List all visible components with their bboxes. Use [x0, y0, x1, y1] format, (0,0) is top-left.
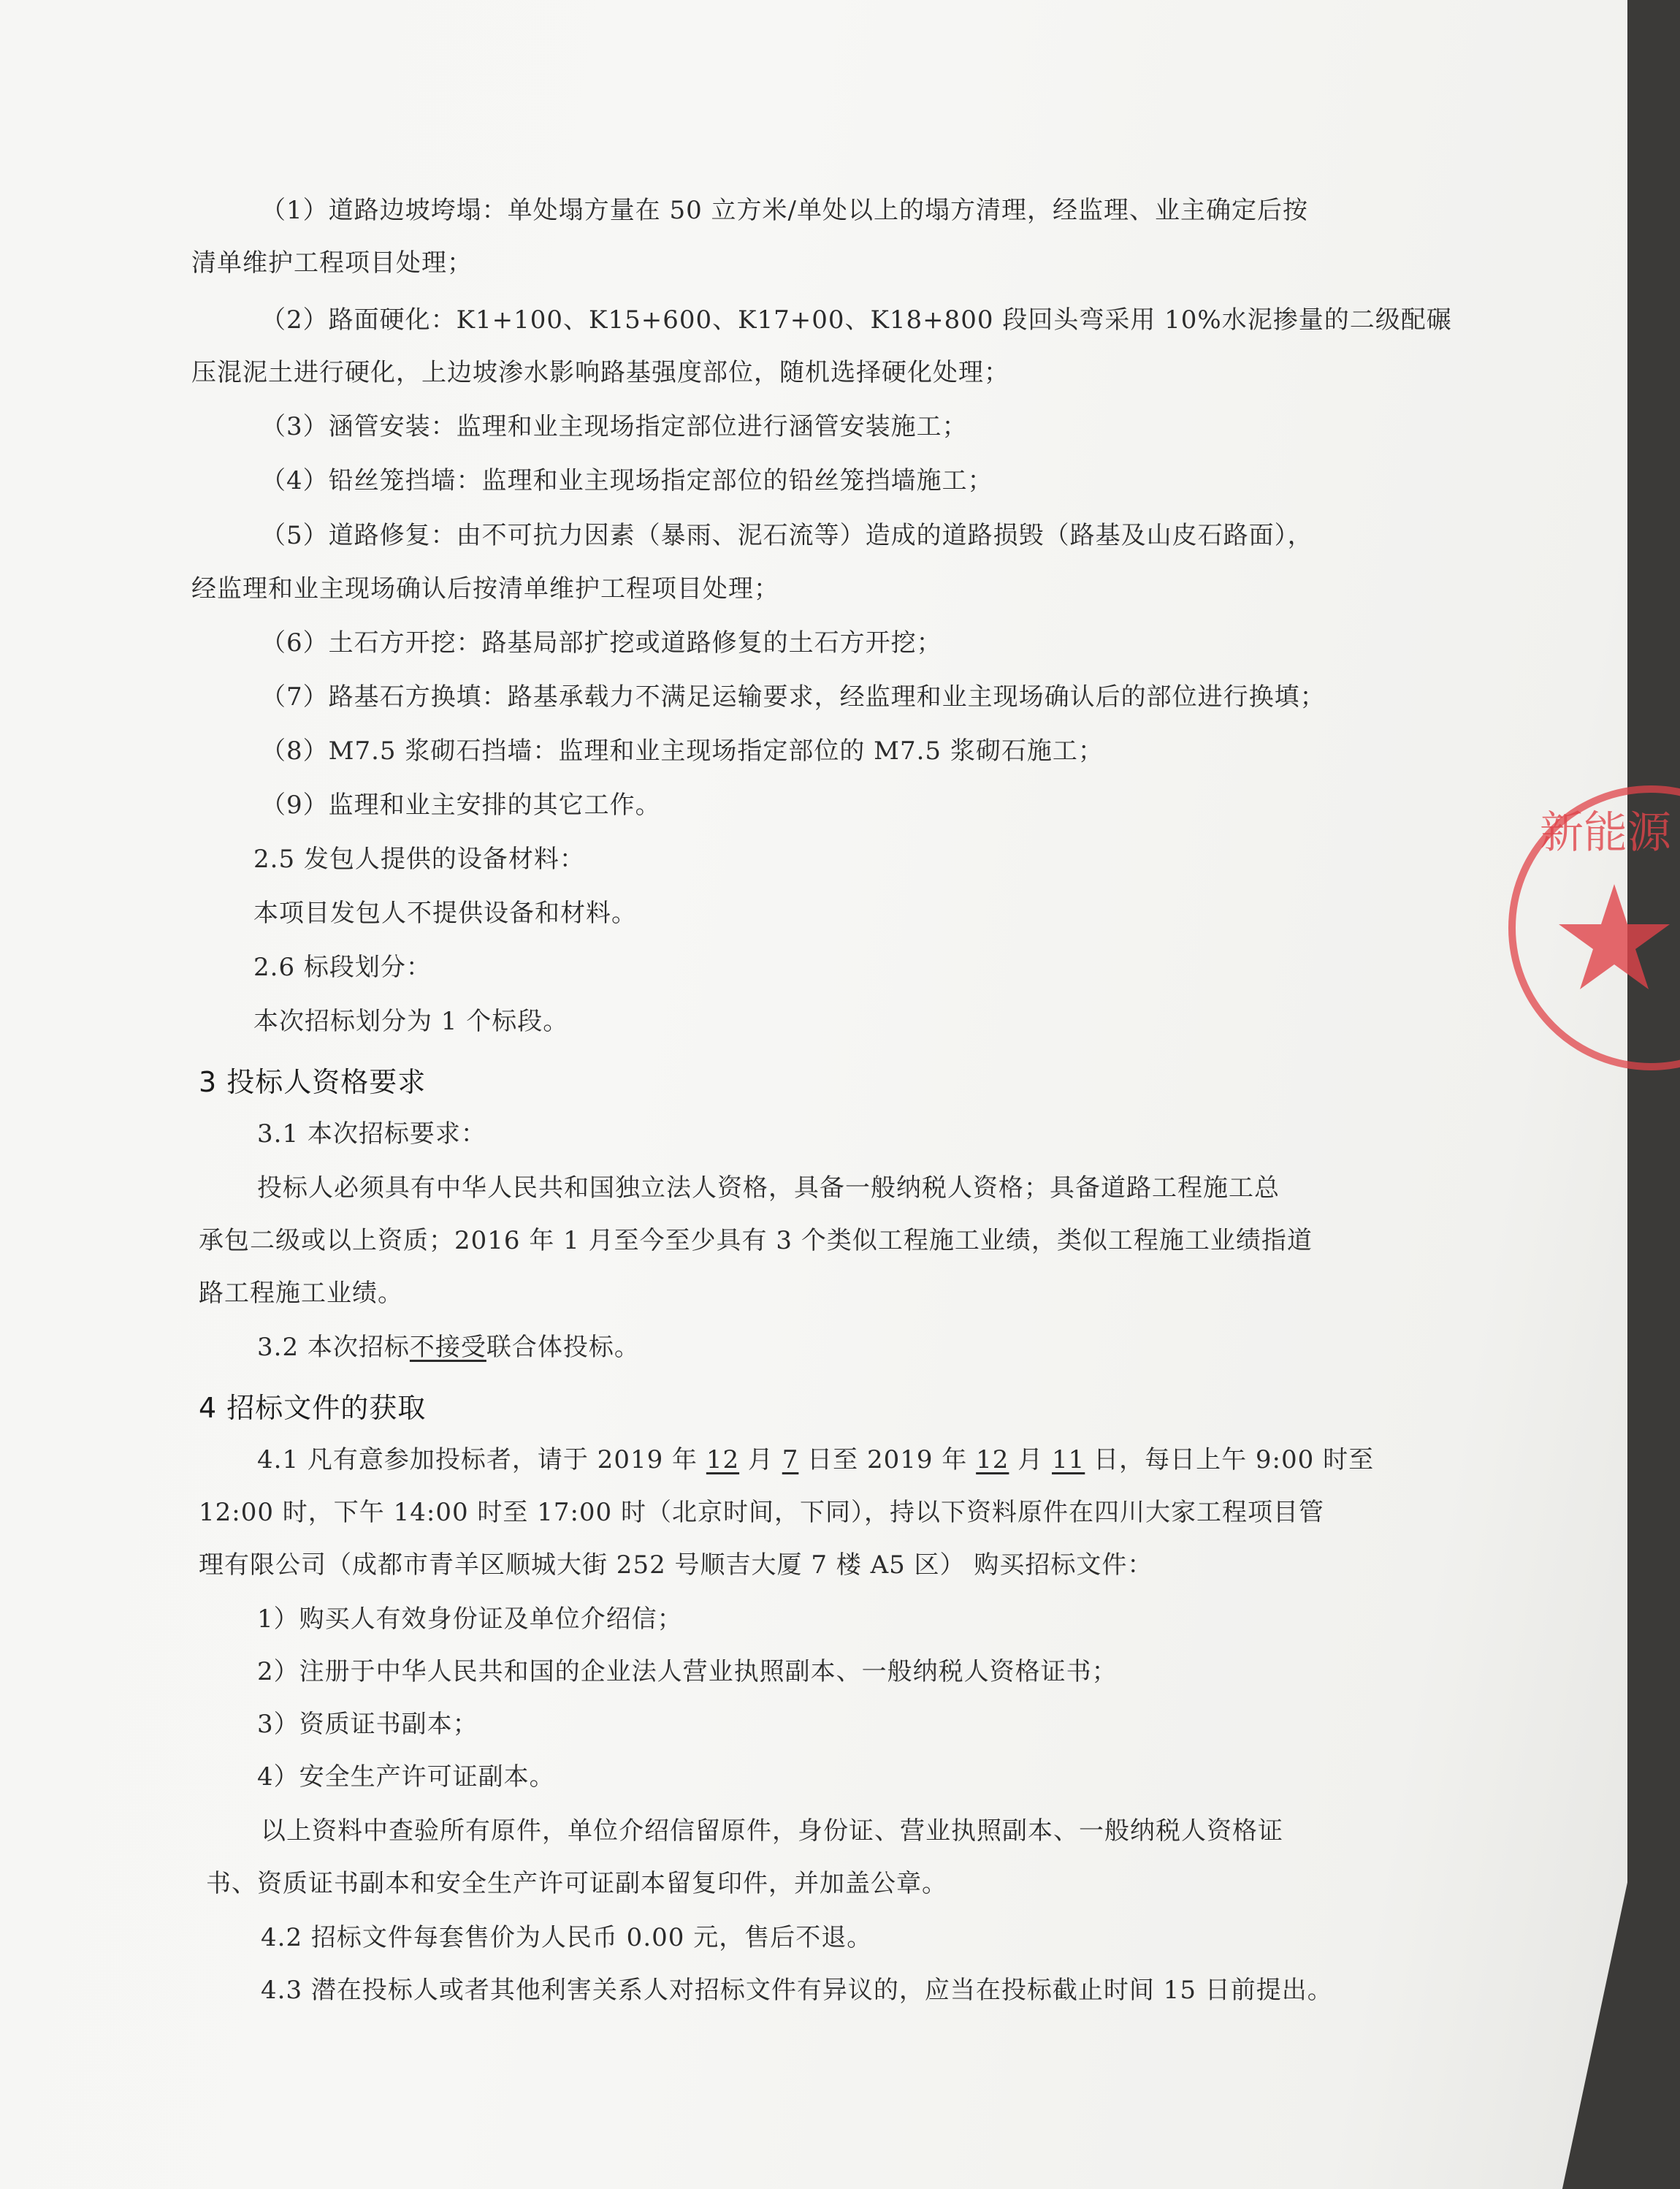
s41-text-c: 日至 2019 年: [798, 1445, 977, 1474]
item-2-line-2: 压混泥土进行硬化，上边坡渗水影响路基强度部位，随机选择硬化处理；: [191, 358, 1009, 387]
section-3-1-title: 3.1 本次招标要求：: [257, 1119, 486, 1149]
s41-text-a: 4.1 凡有意参加投标者，请于 2019 年: [257, 1445, 706, 1474]
s41-day-1: 7: [782, 1445, 799, 1474]
list-item-4: 4）安全生产许可证副本。: [257, 1762, 555, 1792]
s41-text-e: 月: [1009, 1445, 1053, 1474]
s41-month-2: 12: [976, 1445, 1009, 1474]
section-2-5-title: 2.5 发包人提供的设备材料：: [253, 845, 585, 874]
section-3-1-line-3: 路工程施工业绩。: [199, 1279, 403, 1308]
item-5-line-1: （5）道路修复：由不可抗力因素（暴雨、泥石流等）造成的道路损毁（路基及山皮石路面），: [261, 521, 1313, 550]
section-3-2-underlined: 不接受: [409, 1333, 486, 1362]
section-3-2-suffix: 联合体投标。: [486, 1333, 640, 1362]
heading-3: 3 投标人资格要求: [199, 1066, 427, 1098]
s41-day-2: 11: [1052, 1445, 1085, 1474]
note-line-2: 书、资质证书副本和安全生产许可证副本留复印件，并加盖公章。: [206, 1869, 947, 1898]
section-2-5-body: 本项目发包人不提供设备和材料。: [253, 899, 637, 928]
section-3-2: [257, 1327, 640, 1363]
section-4-3: 4.3 潜在投标人或者其他利害关系人对招标文件有异议的，应当在投标截止时间 15 日前提出。: [261, 1976, 1333, 2005]
item-8: （8）M7.5 浆砌石挡墙：监理和业主现场指定部位的 M7.5 浆砌石施工；: [261, 736, 1104, 766]
seal-star-icon: [1559, 884, 1670, 989]
section-4-2: 4.2 招标文件每套售价为人民币 0.00 元，售后不退。: [261, 1923, 873, 1952]
item-3: （3）涵管安装：监理和业主现场指定部位进行涵管安装施工；: [261, 412, 968, 441]
section-4-1-line-3: 理有限公司（成都市青羊区顺城大街 252 号顺吉大厦 7 楼 A5 区） 购买招标文件：: [199, 1550, 1153, 1580]
section-4-1-line-2: 12:00 时，下午 14:00 时至 17:00 时（北京时间，下同），持以下资料原件在四川大家工程项目管: [199, 1498, 1324, 1527]
seal-text: 新能源: [1540, 807, 1671, 859]
item-5-line-2: 经监理和业主现场确认后按清单维护工程项目处理；: [191, 574, 779, 604]
section-2-6-body: 本次招标划分为 1 个标段。: [253, 1007, 569, 1036]
heading-4: 4 招标文件的获取: [199, 1392, 427, 1424]
item-1-line-2: 清单维护工程项目处理；: [191, 248, 473, 278]
s41-month-1: 12: [706, 1445, 740, 1474]
item-1-line-1: （1）道路边坡垮塌：单处塌方量在 50 立方米/单处以上的塌方清理，经监理、业主确定后按: [261, 196, 1308, 225]
item-6: （6）土石方开挖：路基局部扩挖或道路修复的土石方开挖；: [261, 628, 942, 658]
item-4: （4）铅丝笼挡墙：监理和业主现场指定部位的铅丝笼挡墙施工；: [261, 466, 993, 495]
item-9: （9）监理和业主安排的其它工作。: [261, 791, 661, 820]
s41-text-b: 月: [739, 1445, 782, 1474]
list-item-1: 1）购买人有效身份证及单位介绍信；: [257, 1604, 683, 1634]
note-line-1: 以上资料中查验所有原件，单位介绍信留原件，身份证、营业执照副本、一般纳税人资格证: [261, 1816, 1283, 1846]
item-7: （7）路基石方换填：路基承载力不满足运输要求，经监理和业主现场确认后的部位进行换填；: [261, 682, 1326, 712]
s41-text-f: 日，每日上午 9:00 时至: [1085, 1445, 1375, 1474]
list-item-3: 3）资质证书副本；: [257, 1710, 478, 1739]
section-3-1-line-2: 承包二级或以上资质；2016 年 1 月至今至少具有 3 个类似工程施工业绩，类似工程施工业绩指道: [199, 1226, 1313, 1255]
official-seal: [1505, 760, 1680, 1096]
section-2-6-title: 2.6 标段划分：: [253, 953, 432, 982]
item-2-line-1: （2）路面硬化：K1+100、K15+600、K17+00、K18+800 段回头弯采用 10%水泥掺量的二级配碾: [261, 305, 1452, 335]
section-3-2-prefix: 3.2 本次招标: [257, 1333, 410, 1362]
section-4-1-line-1: [257, 1439, 1374, 1475]
section-3-1-line-1: 投标人必须具有中华人民共和国独立法人资格，具备一般纳税人资格；具备道路工程施工总: [257, 1173, 1280, 1203]
list-item-2: 2）注册于中华人民共和国的企业法人营业执照副本、一般纳税人资格证书；: [257, 1657, 1118, 1686]
